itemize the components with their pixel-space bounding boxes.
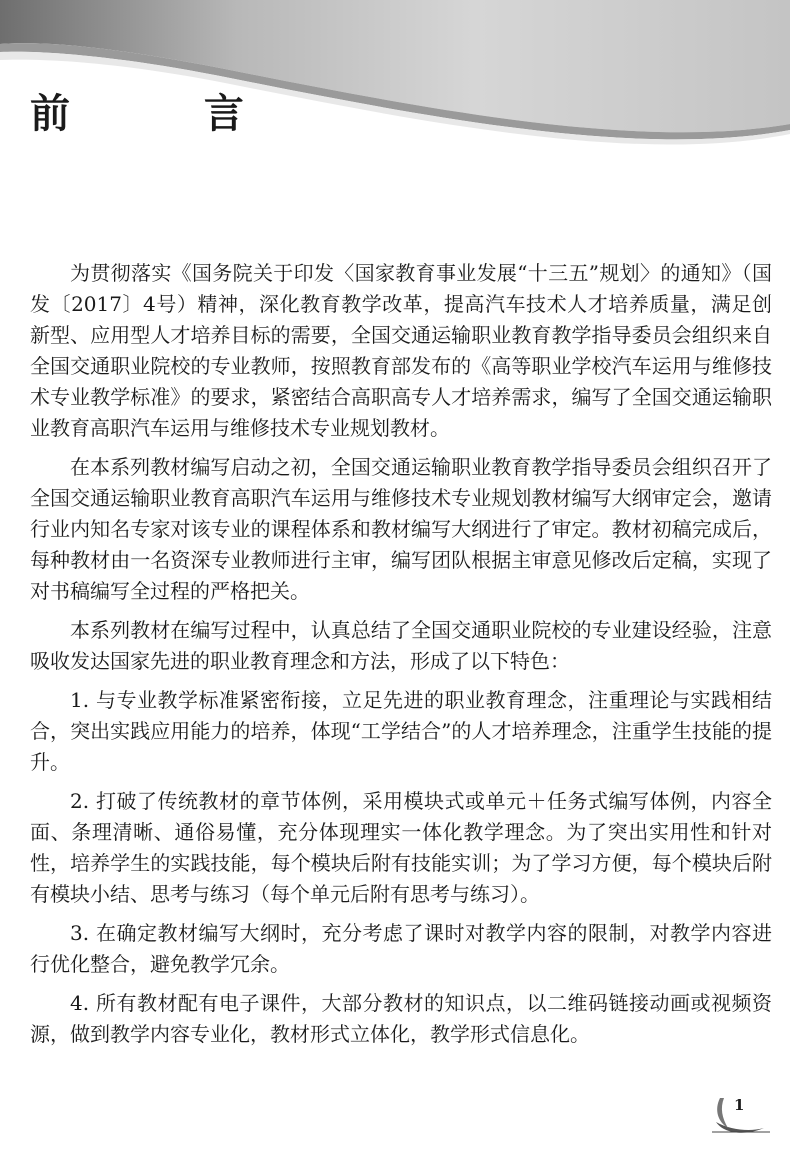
paragraph: 为贯彻落实《国务院关于印发〈国家教育事业发展“十三五”规划〉的通知》（国发〔2017〕4号）精神，深化教育教学改革，提高汽车技术人才培养质量，满足创新型、应用型人才培养目标的需要，全国交通运输职业教育教学指导委员会组织来自全国交通职业院校的专业教师，按照教育部发布的《高等职业学校汽车运用与维修技术专业教学标准》的要求，紧密结合高职高专人才培养需求，编写了全国交通运输职业教育高职汽车运用与维修技术专业规划教材。 [30, 261, 772, 440]
preface-body [30, 258, 772, 1058]
list-item: 3. 在确定教材编写大纲时，充分考虑了课时对教学内容的限制，对教学内容进行优化整合，避免教学冗余。 [30, 921, 772, 976]
page-number: 1 [734, 1096, 745, 1114]
paragraph: 本系列教材在编写过程中，认真总结了全国交通职业院校的专业建设经验，注意吸收发达国家先进的职业教育理念和方法，形成了以下特色： [30, 618, 772, 673]
list-item: 1. 与专业教学标准紧密衔接，立足先进的职业教育理念，注重理论与实践相结合，突出实践应用能力的培养，体现“工学结合”的人才培养理念，注重学生技能的提升。 [30, 688, 772, 774]
page-title: 前 言 [30, 90, 304, 137]
paragraph: 在本系列教材编写启动之初，全国交通运输职业教育教学指导委员会组织召开了全国交通运输职业教育高职汽车运用与维修技术专业规划教材编写大纲审定会，邀请行业内知名专家对该专业的课程体系和教材编写大纲进行了审定。教材初稿完成后，每种教材由一名资深专业教师进行主审，编写团队根据主审意见修改后定稿，实现了对书稿编写全过程的严格把关。 [30, 455, 772, 603]
list-item: 4. 所有教材配有电子课件，大部分教材的知识点，以二维码链接动画或视频资源，做到教学内容专业化，教材形式立体化，教学形式信息化。 [30, 991, 772, 1046]
list-item: 2. 打破了传统教材的章节体例，采用模块式或单元＋任务式编写体例，内容全面、条理清晰、通俗易懂，充分体现理实一体化教学理念。为了突出实用性和针对性，培养学生的实践技能，每个模块后附有技能实训；为了学习方便，每个模块后附有模块小结、思考与练习（每个单元后附有思考与练习）。 [30, 789, 772, 906]
